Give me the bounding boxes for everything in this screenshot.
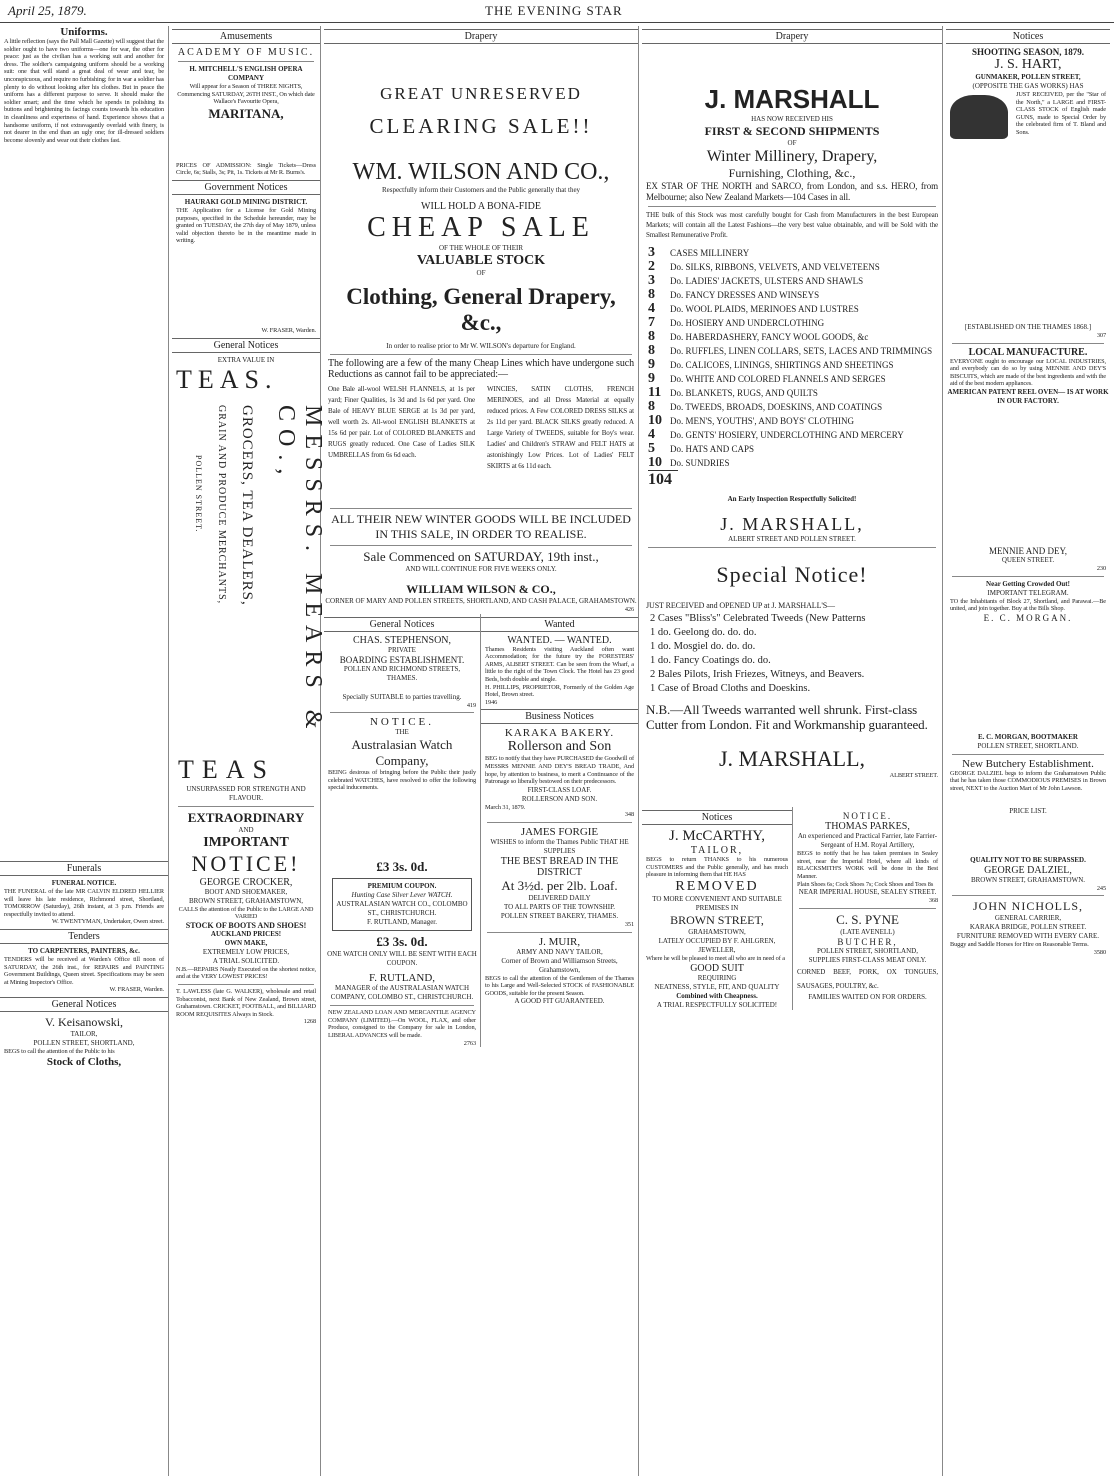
important: IMPORTANT (203, 834, 289, 850)
general-notices-heading-1: General Notices (0, 997, 168, 1012)
tweed-item: 1 Case of Broad Cloths and Doeskins. (650, 682, 811, 694)
case-row (648, 414, 936, 428)
keisanowski-text: BEGS to call the attention of the Public to his (4, 1047, 115, 1055)
hunting-case: Hunting Case Silver Lever WATCH. (351, 891, 453, 900)
all-parts: TO ALL PARTS OF THE TOWNSHIP. (504, 902, 615, 911)
just-received: JUST RECEIVED and OPENED UP at J. MARSHALL'S— (646, 601, 835, 610)
cheapness: Combined with Cheapness. (676, 991, 758, 1000)
extremely-low: EXTREMELY LOW PRICES, (202, 947, 290, 956)
newspaper-title: THE EVENING STAR (485, 3, 623, 18)
case-desc: Do. HABERDASHERY, FANCY WOOL GOODS, &c (670, 332, 869, 342)
case-desc: Do. SUNDRIES (670, 458, 730, 468)
late-avenell: (LATE AVENELL) (840, 927, 895, 936)
of-word: OF (476, 269, 486, 277)
dalziel-address: BROWN STREET, GRAHAMSTOWN. (970, 875, 1086, 884)
funeral-notice-signature: W. TWENTYMAN, Undertaker, Owen street. (51, 918, 164, 926)
buggy-horses: Buggy and Saddle Horses for Hire on Reasonable Terms. (950, 941, 1089, 949)
case-desc: Do. SILKS, RIBBONS, VELVETS, AND VELVETEENS (670, 262, 880, 272)
ad-number-245: 245 (1096, 884, 1106, 892)
clearing-sale: CLEARING SALE!! (369, 114, 593, 138)
case-desc: Do. RUFFLES, LINEN COLLARS, SETS, LACES AND TRIMMINGS (670, 346, 933, 356)
furniture-removed: FURNITURE REMOVED WITH EVERY CARE. (956, 932, 1100, 941)
maritana: MARITANA, (208, 105, 284, 121)
e-c-morgan: E. C. MORGAN. (983, 612, 1073, 623)
wm-wilson: WM. WILSON AND CO., (352, 159, 610, 185)
academy-title: ACADEMY OF MUSIC. (177, 47, 315, 58)
best-bread: THE BEST BREAD IN THE DISTRICT (500, 855, 619, 878)
pollen-street-vertical: POLLEN STREET. (194, 454, 203, 532)
albert-pollen: ALBERT STREET AND POLLEN STREET. (728, 535, 856, 543)
tweed-item: 2 Bales Pilots, Irish Friezes, Witneys, and Beavers. (650, 668, 865, 680)
price-bottom: £3 3s. 0d. (376, 934, 428, 950)
and: AND (238, 825, 254, 834)
tweed-item: 1 do. Fancy Coatings do. do. (650, 654, 771, 666)
case-row (648, 330, 936, 344)
price-top: £3 3s. 0d. (376, 859, 428, 875)
ad-number-230: 230 (1096, 564, 1106, 572)
ad-number-368: 368 (928, 897, 938, 905)
farrier: An experienced and Practical Farrier, late Farrier-Sergeant of H.M. Royal Artillery, (797, 832, 938, 850)
respectfully-inform: Respectfully inform their Customers and the Public generally that they (381, 186, 581, 194)
pollen-richmond: POLLEN AND RICHMOND STREETS, (343, 664, 461, 673)
parkes-block (793, 807, 942, 1009)
uniforms-title: Uniforms. (60, 26, 108, 38)
pyne-address: POLLEN STREET, SHORTLAND, (817, 946, 918, 955)
cases-list (642, 246, 942, 470)
neatness: NEATNESS, STYLE, FIT, AND QUALITY (654, 982, 780, 991)
case-desc: Do. WHITE AND COLORED FLANNELS AND SERGES (670, 374, 886, 384)
rollerson-date: March 31, 1879. (485, 803, 526, 811)
case-desc: Do. TWEEDS, BROADS, DOESKINS, AND COATINGS (670, 402, 883, 412)
early-inspection: An Early Inspection Respectfully Solicited! (727, 495, 857, 503)
column-5 (642, 26, 943, 1476)
sale-commenced: Sale Commenced on SATURDAY, 19th inst., (363, 549, 599, 564)
case-row (648, 400, 936, 414)
tender-text: TENDERS will be received at Warden's Office till noon of SATURDAY, the 26th inst., for REPAIRS and PAINTING Government Buildings, Queen street. Specifications may be seen at Mining Inspector's Office. (4, 955, 164, 986)
ahlgren: LATELY OCCUPIED BY F. AHLGREN, JEWELLER, (658, 936, 776, 954)
masthead (0, 0, 1114, 23)
muir-text: BEGS to call the attention of the Gentlemen of the Thames to his Large and Well-Selected STOCK of FASHIONABLE GOODS, suitable for the present Season. (485, 974, 634, 997)
valuable-stock: VALUABLE STOCK (416, 253, 546, 268)
delivered-daily: DELIVERED DAILY (528, 893, 591, 902)
quality-not: QUALITY NOT TO BE SURPASSED. (970, 855, 1086, 864)
thomas-parkes: THOMAS PARKES, (825, 821, 910, 833)
case-count: 4 (648, 427, 655, 442)
muir-corner: Corner of Brown and Williamson Streets, Grahamstown, (501, 956, 618, 974)
j-marshall-2: J. MARSHALL, (720, 514, 864, 534)
case-row (648, 316, 936, 330)
special-notice: Special Notice! (716, 562, 868, 587)
wanted-text: Thames Residents visiting Auckland often want Accommodation; for the future try the FORESTERS' ARMS, ALBERT STREET. Can be seen from the Wharf, a little to the right of the Town Clock. The Hotel has 23 good Beds, both double and single. (485, 645, 634, 683)
ad-number-307: 307 (1096, 332, 1106, 339)
mennie-dey: MENNIE AND DEY, (988, 545, 1068, 556)
warden-signature: W. FRASER, Warden. (261, 326, 316, 334)
case-count: 11 (648, 385, 662, 400)
extraordinary: EXTRAORDINARY (187, 809, 305, 825)
government-notices-heading: Government Notices (172, 180, 320, 195)
business-notices-heading: Business Notices (481, 709, 638, 724)
case-count: 8 (648, 287, 655, 302)
mccarthy: J. McCARTHY, (669, 828, 765, 845)
wanted-heading: Wanted (481, 617, 638, 632)
rollerson-text: BEG to notify that they have PURCHASED the Goodwill of MESSRS MENNIE AND DEY'S BREAD TRADE, And hope, by attention to business, to merit a Continuance of the Patronage so liberally bestowed on their predecessors. (485, 755, 634, 786)
opposite-gas: (OPPOSITE THE GAS WORKS) HAS (972, 82, 1084, 90)
notices-heading-2: Notices (946, 29, 1110, 44)
col4-sub (481, 614, 638, 1048)
funeral-notice-text: THE FUNERAL of the late MR CALVIN ELDRED HELLIER will leave his late residence, Richmond street, Shortland, TOMORROW (Saturday), 26th instant, at 3 p.m. Friends are respectfully invited to attend. (4, 888, 164, 918)
case-desc: Do. HATS AND CAPS (670, 444, 755, 454)
notice-big: NOTICE! (191, 850, 301, 876)
case-row (648, 288, 936, 302)
messrs-mears: MESSRS. MEARS & CO., (273, 404, 326, 736)
first-second: FIRST & SECOND SHIPMENTS (704, 124, 880, 138)
case-row (648, 386, 936, 400)
ex-star: EX STAR OF THE NORTH and SARCO, from London, and s.s. HERO, from Melbourne; also New Zealand Markets—104 Cases in all. (646, 181, 938, 202)
forgie: JAMES FORGIE (520, 825, 599, 838)
trial-solicited: A TRIAL SOLICITED. (212, 956, 280, 965)
j-marshall: J. MARSHALL (704, 84, 880, 114)
keisanowski-name: V. Keisanowski, (44, 1014, 124, 1029)
case-desc: Do. HOSIERY AND UNDERCLOTHING (670, 318, 825, 328)
following-lines: The following are a few of the many Cheap Lines which have undergone such Reductions as cannot fail to be appreciated:— (328, 358, 634, 380)
case-count: 4 (648, 301, 655, 316)
cheap-sale: CHEAP SALE (367, 212, 595, 243)
price-list: PRICE LIST. (1009, 806, 1047, 815)
drapery-heading-2: Drapery (642, 29, 942, 44)
removed: REMOVED (675, 878, 759, 894)
loaf-price: At 3½d. per 2lb. Loaf. (501, 877, 618, 893)
column-6 (946, 26, 1110, 1476)
army-navy: ARMY AND NAVY TAILOR, (516, 947, 603, 956)
morgan-spacer (946, 623, 1110, 733)
mccarthy-text: BEGS to return THANKS to his numerous CUSTOMERS and the Public generally, and has much pleasure in informing them that HE HAS (646, 856, 788, 879)
amusements-heading: Amusements (172, 29, 320, 44)
case-row (648, 358, 936, 372)
morgan-address: POLLEN STREET, SHORTLAND. (977, 741, 1079, 750)
case-row (648, 246, 936, 260)
column-3 (324, 26, 639, 1476)
wanted-title: WANTED. — WANTED. (507, 634, 612, 646)
near-crowded: Near Getting Crowded Out! (986, 579, 1070, 588)
column-2 (172, 26, 326, 1476)
stock-boots: STOCK OF BOOTS AND SHOES! (185, 920, 307, 930)
funeral-notice-title: FUNERAL NOTICE. (51, 879, 117, 887)
continue-weeks: AND WILL CONTINUE FOR FIVE WEEKS ONLY. (405, 565, 557, 573)
hart-text: JUST RECEIVED, per the "Star of the North," a LARGE and FIRST-CLASS STOCK of English made GUNS, made to Special Order by the celebrated firm of T. Bland and Sons. (1016, 91, 1106, 136)
wilson-corner: CORNER OF MARY AND POLLEN STREETS, SHORTLAND, AND CASH PALACE, GRAHAMSTOWN. (325, 597, 637, 605)
grahamstown: GRAHAMSTOWN, (688, 927, 746, 936)
general-notices-heading-2: General Notices (172, 338, 320, 353)
clothing-drapery: Clothing, General Drapery, &c., (346, 284, 616, 335)
rollerson-signature: ROLLERSON AND SON. (521, 794, 598, 803)
butcher: BUTCHER, (837, 936, 898, 947)
established: [ESTABLISHED ON THE THAMES 1868.] (964, 323, 1092, 331)
ad-number-3580: 3580 (1093, 948, 1106, 956)
george-dalziel: GEORGE DALZIEL, (984, 864, 1072, 876)
stephenson: CHAS. STEPHENSON, (352, 634, 452, 646)
watch-text: BEING desirous of bringing before the Public their justly celebrated WATCHES, have resolved to offer the following special inducements. (328, 769, 476, 792)
hauraki-text: THE Application for a License for Gold Mining purposes, specified in the Schedule hereunder, may be granted on TUESDAY, the 27th day of May 1879, unless valid objection thereto be in the meantime made in writing. (176, 206, 316, 245)
boarding: BOARDING ESTABLISHMENT. (339, 654, 465, 665)
keisanowski-stock: Stock of Cloths, (46, 1055, 122, 1068)
all-new-winter: ALL THEIR NEW WINTER GOODS WILL BE INCLUDED IN THIS SALE, IN ORDER TO REALISE. (331, 512, 631, 541)
tenders-heading: Tenders (0, 929, 168, 944)
good-fit: A GOOD FIT GUARANTEED. (514, 997, 605, 1006)
crocker-trade: BOOT AND SHOEMAKER, (204, 887, 288, 896)
case-desc: CASES MILLINERY (670, 248, 750, 258)
john-nicholls: JOHN NICHOLLS, (973, 899, 1083, 914)
admission-prices: PRICES OF ADMISSION: Single Tickets—Dress Circle, 6s; Stalls, 3s; Pit, 1s. Tickets at Mr R. Burns's. (176, 161, 316, 177)
ad-number-1946: 1946 (485, 698, 498, 706)
thames-1: THAMES. (386, 673, 418, 682)
bulk-stock: THE bulk of this Stock was most carefully bought for Cash from Manufacturers in the best European Markets; will contain all the Latest Fashions—the very best value obtainable, and will be Sold with the Smallest Remunerative Profit. (646, 211, 938, 239)
ad-number-351: 351 (624, 920, 634, 928)
tweeds-nb: N.B.—All Tweeds warranted well shrunk. First-class Cutter from London. Fit and Workmanship guaranteed. (646, 701, 928, 732)
column-1 (0, 26, 169, 1476)
tweed-item: 1 do. Geelong do. do. do. (650, 626, 757, 638)
nz-loan: NEW ZEALAND LOAN AND MERCANTILE AGENCY COMPANY (LIMITED).—On WOOL, FLAX, and other Produce, consigned to the Company for sale in London, LIBERAL ADVANCES will be made. (328, 1009, 476, 1039)
uniforms-article: A little reflection (says the Pall Mall Gazette) will suggest that the soldier ought to have two uniforms—one for war, the other for peace: just as the civilian has a working suit and another for dress. The soldier's campaigning uniform should be a working suit: one that will stand a great deal of wear and tear, be unconspicuous, and require no furbishing; for in war a soldier has plenty to do without looking after his clothes. But in peace the uniform has a different purpose to serve. It should make the soldier smart; and the time which he spends in polishing its buttons and brightening its facings counts towards his education in cleanliness and expertness of hand. Experience shows that a handsome uniform, if not extravagantly overlaid with finery, is not dearer in the end than an ugly one; for ill-dressed soldiers become slovenly and wear out their clothes fast. (4, 38, 164, 144)
case-count: 8 (648, 329, 655, 344)
whole-of: OF THE WHOLE OF THEIR (439, 244, 523, 252)
funerals-heading: Funerals (0, 861, 168, 876)
keisanowski-trade: TAILOR, (70, 1029, 98, 1038)
karaka-bakery: KARAKA BAKERY. (504, 727, 615, 740)
new-butchery: New Butchery Establishment. (962, 757, 1094, 770)
case-row (648, 260, 936, 274)
karaka-bridge: KARAKA BRIDGE, POLLEN STREET. (969, 923, 1087, 932)
case-row (648, 428, 936, 442)
case-count: 10 (648, 413, 662, 428)
extra-value: EXTRA VALUE IN (217, 355, 275, 364)
hauraki-title: HAURAKI GOLD MINING DISTRICT. (184, 197, 308, 206)
private: PRIVATE (388, 645, 416, 654)
repairs-note: N.B.—REPAIRS Neatly Executed on the shortest notice, and at the VERY LOWEST PRICES! (176, 965, 316, 981)
local-text: EVERYONE ought to encourage our LOCAL INDUSTRIES, and everybody can do so by using MENNIE AND DEY'S BISCUITS, which are made of the best ingredients and with the aid of the best modern appliances. (950, 357, 1106, 388)
case-desc: Do. GENTS' HOSIERY, UNDERCLOTHING AND MERCERY (670, 430, 904, 440)
more-convenient: TO MORE CONVENIENT AND SUITABLE PREMISES IN (652, 894, 782, 912)
coupon-manager: F. RUTLAND, Manager. (366, 918, 437, 927)
muir: J. MUIR, (538, 935, 581, 948)
teas-1: TEAS. (176, 364, 278, 394)
case-row (648, 344, 936, 358)
specially-suitable: Specially SUITABLE to parties travelling. (342, 692, 462, 701)
case-row (648, 442, 936, 456)
shoe-prices: Plain Shoes 6s; Cock Shoes 7s; Cock Shoes and Toes 8s (797, 880, 934, 888)
case-count: 8 (648, 399, 655, 414)
rollerson: Rollerson and Son (507, 739, 612, 755)
phillips: H. PHILLIPS, PROPRIETOR, Formerly of the Golden Age Hotel, Brown street. (485, 683, 634, 699)
crocker-text: CALLS the attention of the Public to the LARGE AND VARIED (178, 905, 314, 921)
case-row (648, 372, 936, 386)
case-desc: Do. BLANKETS, RUGS, AND QUILTS (670, 388, 818, 398)
albert-street: ALBERT STREET. (889, 771, 938, 779)
order-to-realise: In order to realise prior to Mr W. WILSON's departure for England. (386, 342, 576, 350)
good-suit: GOOD SUIT (690, 962, 744, 974)
premium-coupon (332, 878, 472, 931)
general-notices-heading-3: General Notices (324, 617, 480, 632)
gunmaker: GUNMAKER, POLLEN STREET, (975, 73, 1081, 81)
issue-date: April 25, 1879. (8, 3, 87, 18)
rutland: F. RUTLAND, (368, 972, 436, 985)
case-desc: Do. WOOL PLAIDS, MERINOES AND LUSTRES (670, 304, 859, 314)
unsurpassed: UNSURPASSED FOR STRENGTH AND FLAVOUR. (186, 784, 306, 802)
morgan-bootmaker: E. C. MORGAN, BOOTMAKER (978, 732, 1078, 741)
teas-2: TEAS (178, 754, 275, 784)
local-manufacture: LOCAL MANUFACTURE. (968, 346, 1088, 358)
lawless-ad: T. LAWLESS (late G. WALKER), wholesale and retail Tobacconist, next Bank of New Zealand, Brown street, Grahamstown. CRICKET, FOOTBALL, and BILLIARD ROOM REQUISITES Always in Stock. (176, 987, 316, 1018)
will-hold: WILL HOLD A BONA-FIDE (421, 201, 541, 212)
mccarthy-block (642, 807, 793, 1009)
case-count: 2 (648, 259, 655, 274)
opera-text: Will appear for a Season of THREE NIGHTS, Commencing SATURDAY, 26TH INST., On which date Wallace's Favourite Opera, (177, 83, 315, 106)
ad-number-419: 419 (466, 701, 476, 709)
grain-produce: GRAIN AND PRODUCE MERCHANTS, (216, 404, 227, 604)
ad-number-2763: 2763 (463, 1039, 476, 1047)
shooting-season: SHOOTING SEASON, 1879. (971, 47, 1085, 57)
notice-parkes: NOTICE. (842, 811, 893, 822)
ad-number-426: 426 (624, 606, 634, 613)
case-desc: Do. FANCY DRESSES AND WINSEYS (670, 290, 820, 300)
ad-number-1268: 1268 (303, 1018, 316, 1026)
case-count: 8 (648, 343, 655, 358)
j-marshall-3: J. MARSHALL, (718, 745, 866, 771)
furnishing: Furnishing, Clothing, &c., (728, 166, 856, 180)
of-2: OF (787, 139, 797, 147)
dog-icon (950, 95, 1008, 139)
case-count: 9 (648, 357, 655, 372)
case-row (648, 456, 936, 470)
opera-company: H. MITCHELL'S ENGLISH OPERA COMPANY (189, 65, 303, 82)
grocers-tea-dealers: GROCERS, TEA DEALERS, (239, 404, 255, 606)
case-count: 3 (648, 273, 655, 288)
first-class-meat: SUPPLIES FIRST-CLASS MEAT ONLY. (808, 955, 927, 964)
rutland-manager: MANAGER of the AUSTRALASIAN WATCH COMPANY, COLOMBO ST., CHRISTCHURCH. (330, 984, 474, 1002)
auckland-prices: AUCKLAND PRICES! (210, 929, 282, 938)
requiring: REQUIRING (697, 973, 737, 982)
tweeds-list (650, 612, 934, 696)
near-imperial: NEAR IMPERIAL HOUSE, SEALEY STREET. (798, 888, 937, 897)
pollen-bakery: POLLEN STREET BAKERY, THAMES. (500, 911, 619, 920)
case-count: 9 (648, 371, 655, 386)
case-desc: Do. MEN'S, YOUTHS', AND BOYS' CLOTHING (670, 416, 855, 426)
crocker-name: GEORGE CROCKER, (199, 876, 293, 888)
drapery-heading-1: Drapery (324, 29, 638, 44)
own-make: OWN MAKE, (224, 938, 268, 947)
meats-list: CORNED BEEF, PORK, OX TONGUES, SAUSAGES, POULTRY, &c. (797, 967, 938, 990)
tweed-item: 2 Cases "Bliss's" Celebrated Tweeds (New Patterns (650, 612, 866, 624)
trial-respectfully: A TRIAL RESPECTFULLY SOLICITED! (656, 1000, 778, 1009)
crocker-address: BROWN STREET, GRAHAMSTOWN, (188, 896, 304, 905)
case-count: 3 (648, 245, 655, 260)
items-right: WINCIES, SATIN CLOTHS, FRENCH MERINOES, and all Dress Material at equally reduced prices. A Few COLORED DRESS SILKS at 2s 11d per yard. BLACK SILKS greatly reduced. A Large Variety of TWEEDS, suitable for Boy's wear. Ladies' and Children's STRAW and FELT HATS at astonishingly Low Prices. Lot of Ladies' FELT SKIRTS at 6s 11d each. (487, 385, 634, 470)
hart-spacer (946, 143, 1110, 323)
notices-heading-1: Notices (642, 810, 792, 825)
australasian-watch: Australasian Watch Company, (351, 737, 453, 769)
one-watch: ONE WATCH ONLY WILL BE SENT WITH EACH COUPON. (327, 950, 477, 968)
case-count: 5 (648, 441, 655, 456)
ad-number-348: 348 (624, 811, 634, 819)
where-pleased: Where he will be pleased to meet all who are in need of a (646, 954, 785, 962)
mccarthy-tailor: TAILOR, (690, 845, 744, 857)
general-carrier: GENERAL CARRIER, (994, 914, 1062, 923)
tender-title: TO CARPENTERS, PAINTERS, &c. (28, 946, 140, 955)
dalziel-text: GEORGE DALZIEL begs to inform the Grahamstown Public that he has taken those COMMODIOUS PREMISES in Brown street, NEXT to the Auction Mart of Mr John Lawson. (950, 769, 1106, 792)
premium-title: PREMIUM COUPON. (367, 882, 437, 891)
first-class-loaf: FIRST-CLASS LOAF. (527, 785, 592, 794)
mears-vertical-block (172, 364, 326, 755)
case-count: 10 (648, 455, 662, 470)
great-unreserved: GREAT UNRESERVED (380, 84, 582, 103)
morgan-text: TO the Inhabitants of Block 27, Shortland, and Parawai.—Be united, and join together. Buy at the Bills Shop. (950, 597, 1106, 613)
case-count: 7 (648, 315, 655, 330)
keisanowski-address: POLLEN STREET, SHORTLAND, (33, 1038, 135, 1047)
families-waited: FAMILIES WAITED ON FOR ORDERS. (808, 992, 927, 1001)
tender-signature: W. FRASER, Warden. (109, 986, 164, 994)
queen-street: QUEEN STREET. (1001, 555, 1055, 564)
mennie-spacer (946, 406, 1110, 546)
parkes-text: BEGS to notify that he has taken premises in Sealey street, near the Imperial Hotel, where all kinds of BLACKSMITH'S WORK will be done in the Best Manner. (797, 850, 938, 880)
has-received: HAS NOW RECEIVED HIS (751, 115, 833, 123)
price-spacer (946, 816, 1110, 856)
cases-total: 104 (648, 470, 678, 489)
case-desc: Do. CALICOES, LININGS, SHIRTINGS AND SHEETINGS (670, 360, 894, 370)
c-s-pyne: C. S. PYNE (836, 911, 899, 927)
j-s-hart: J. S. HART, (994, 57, 1062, 72)
william-wilson: WILLIAM WILSON & CO., (406, 582, 556, 596)
notice-watch: NOTICE. (369, 716, 435, 729)
important-telegram: IMPORTANT TELEGRAM. (987, 588, 1069, 597)
items-left: One Bale all-wool WELSH FLANNELS, at 1s per yard; Finer Qualities, 1s 3d and 1s 6d per yard. One Bale of HEAVY BLUE SERGE at 1s 3d per yard, well worth 2s. All-wool ENGLISH BLANKETS at 15s 6d per pair. Lot of COLORED BLANKETS and RUGS greatly reduced. One Case of Ladies SILK UMBRELLAS from 6s 6d each. (328, 385, 475, 459)
case-row (648, 274, 936, 288)
brown-street: BROWN STREET, (670, 912, 764, 927)
tweed-item: 1 do. Mosgiel do. do. do. (650, 640, 756, 652)
col3-left-sub (324, 614, 481, 1048)
american-oven: AMERICAN PATENT REEL OVEN— IS AT WORK IN OUR FACTORY. (947, 387, 1109, 405)
case-row (648, 302, 936, 316)
coupon-company: AUSTRALASIAN WATCH CO., COLOMBO ST., CHRISTCHURCH. (336, 900, 468, 918)
the-word: THE (395, 728, 409, 737)
forgie-wishes: WISHES to inform the Thames Public THAT HE SUPPLIES (490, 837, 629, 855)
case-desc: Do. LADIES' JACKETS, ULSTERS AND SHAWLS (670, 276, 864, 286)
winter-millinery: Winter Millinery, Drapery, (706, 148, 878, 165)
